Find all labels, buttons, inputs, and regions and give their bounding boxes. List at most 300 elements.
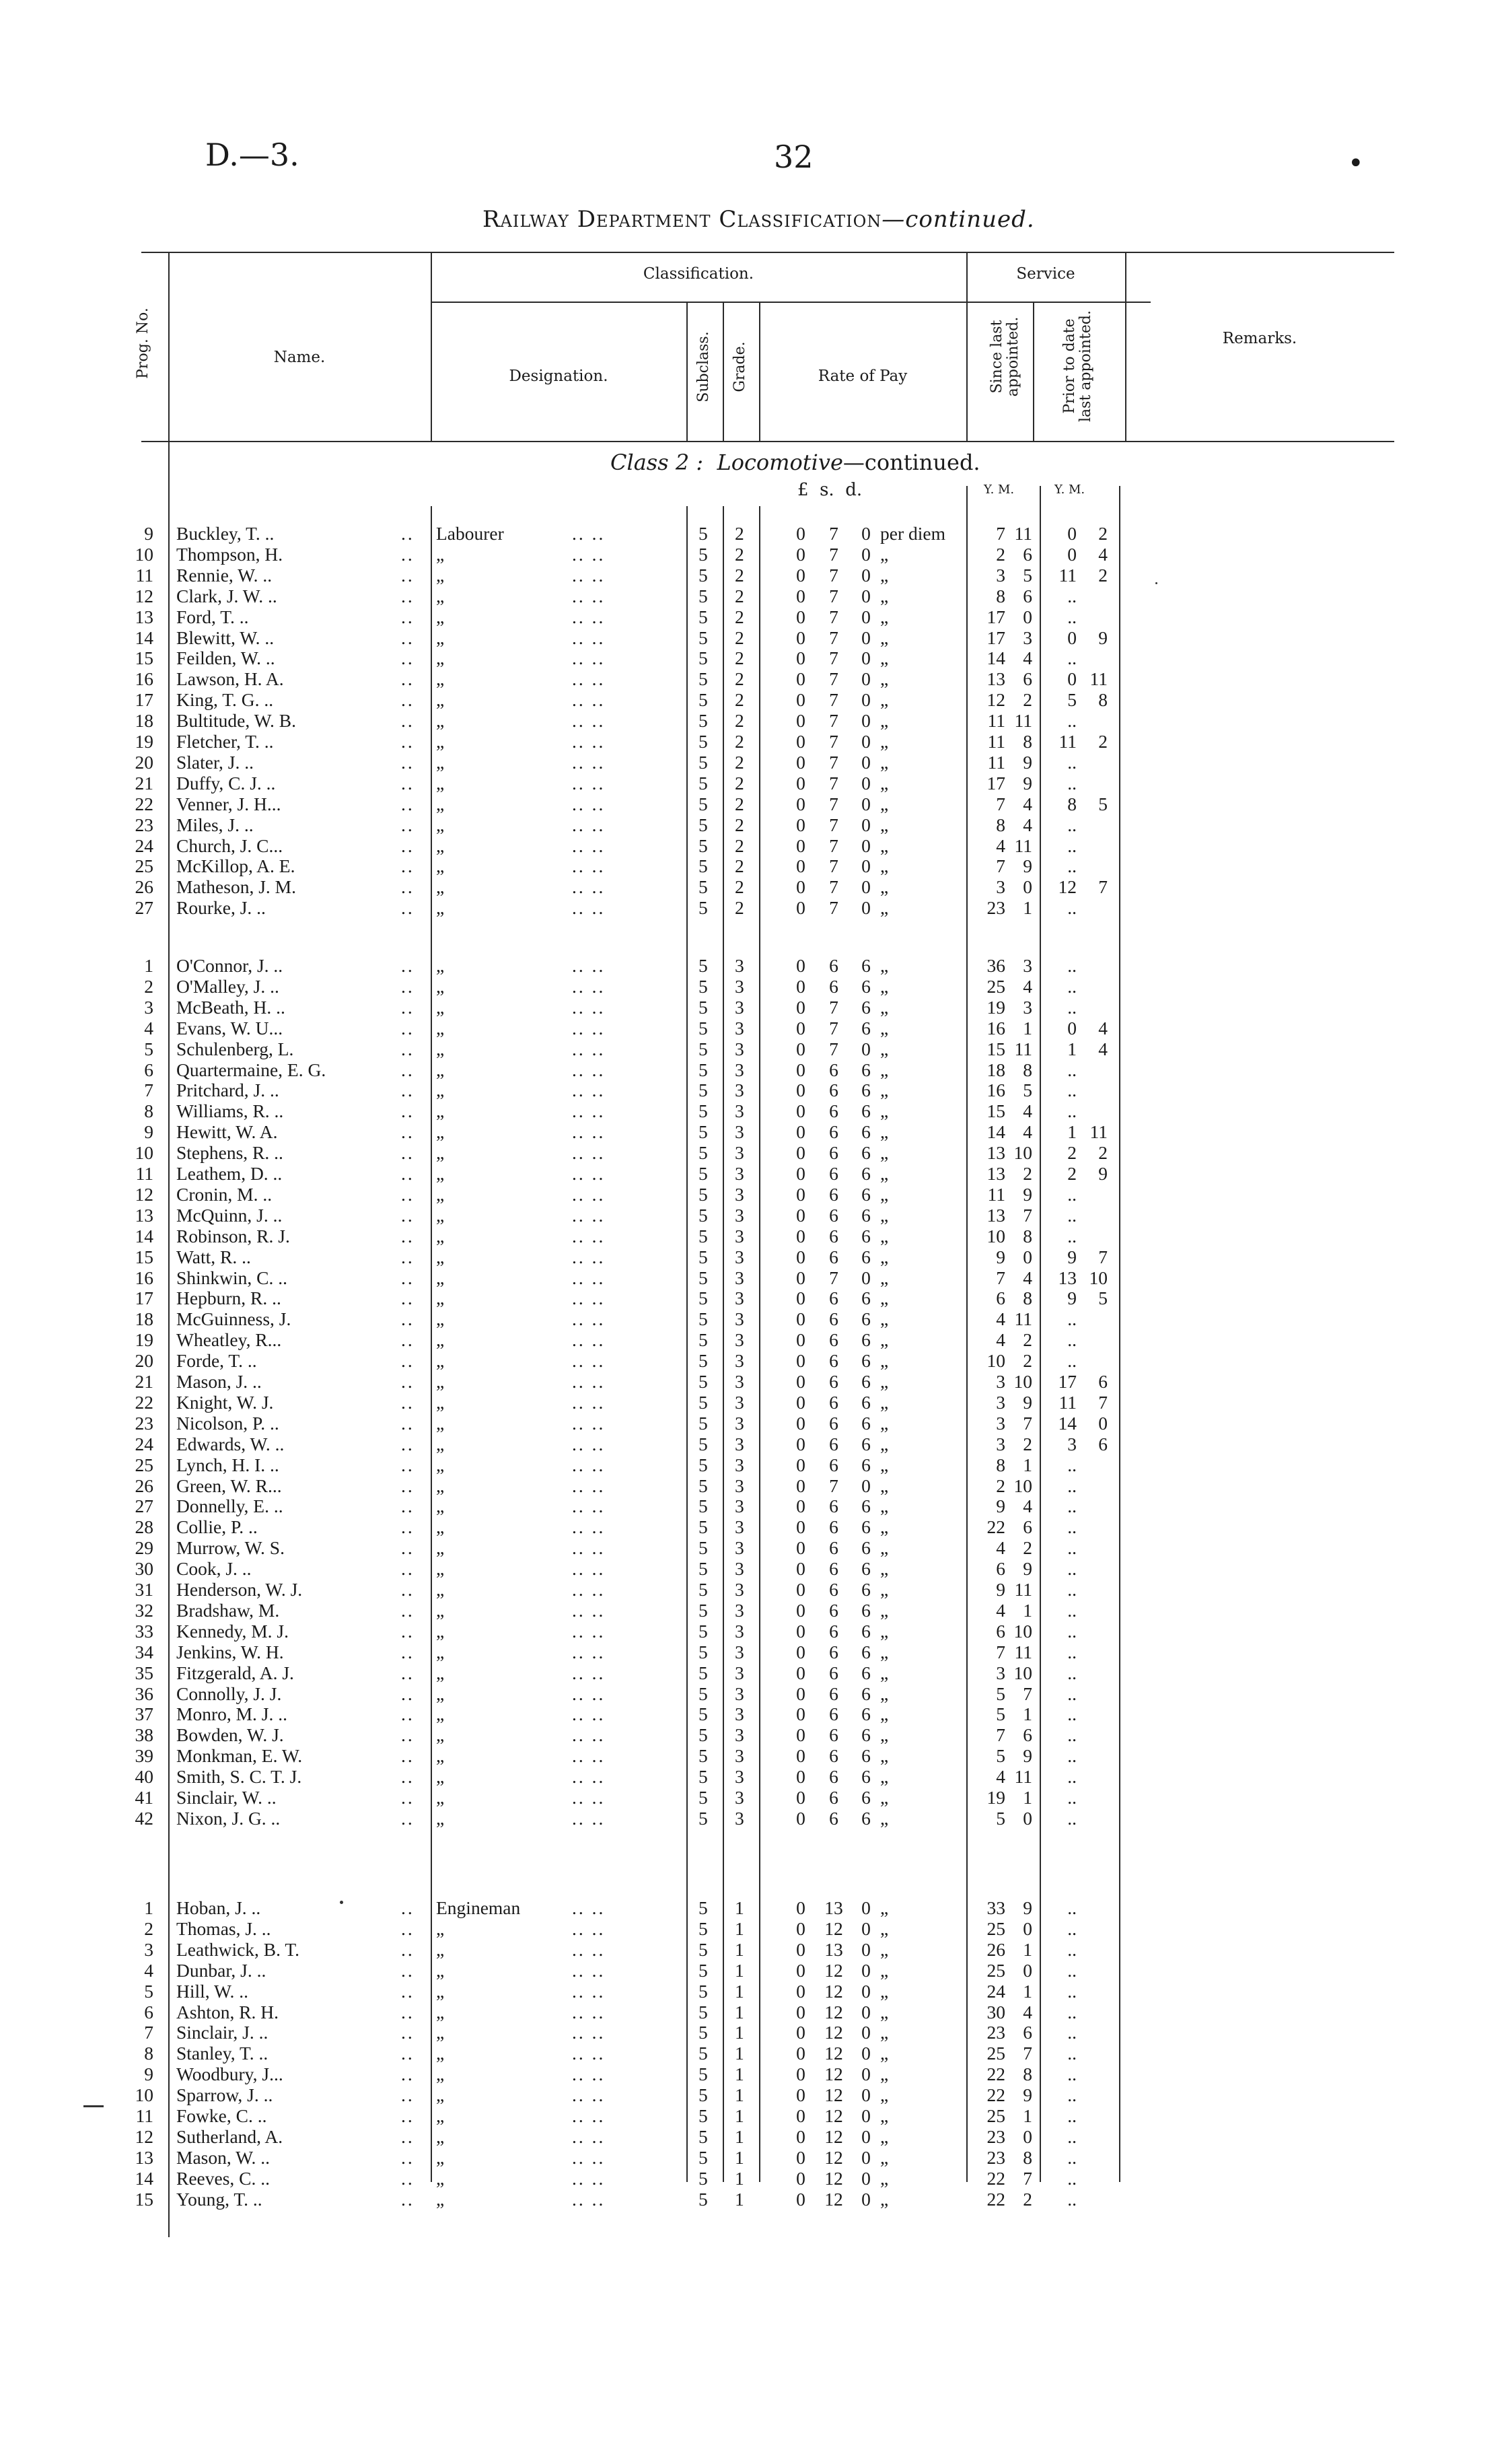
designation: „: [436, 689, 445, 711]
rate-shillings: 6: [829, 955, 838, 976]
prior-months: 5: [1098, 793, 1108, 814]
designation-leader: .. ..: [572, 751, 606, 773]
col-header-designation: Designation.: [509, 367, 608, 385]
prior-years: ..: [1067, 2064, 1077, 2085]
col-header-grade: Grade.: [731, 341, 748, 392]
since-years: 14: [986, 647, 1005, 669]
table-row: [0, 1898, 1510, 1918]
prior-months: 8: [1098, 689, 1108, 711]
designation-leader: .. ..: [572, 1683, 606, 1704]
prior-years: ..: [1067, 1787, 1077, 1808]
designation-leader: .. ..: [572, 1641, 606, 1662]
name-leader: ..: [401, 1225, 415, 1246]
rate-period: „: [880, 1329, 889, 1351]
prior-months: 7: [1098, 876, 1108, 898]
subclass: 5: [698, 1225, 708, 1246]
rate-period: „: [880, 955, 889, 976]
table-row: [0, 1205, 1510, 1226]
table-row: [0, 1808, 1510, 1829]
designation-leader: .. ..: [572, 1959, 606, 1981]
rate-period: „: [880, 1183, 889, 1205]
designation-leader: .. ..: [572, 1620, 606, 1642]
table-row: [0, 2106, 1510, 2126]
prior-years: ..: [1067, 1183, 1077, 1205]
prog-no: 13: [135, 606, 153, 627]
prior-years: 0: [1067, 523, 1077, 544]
subclass: 5: [698, 543, 708, 565]
name-leader: ..: [401, 585, 415, 606]
rate-pence: 0: [861, 2146, 871, 2168]
name-leader: ..: [401, 668, 415, 690]
employee-name: Edwards, W. ..: [176, 1433, 285, 1454]
since-months: 0: [1023, 606, 1032, 627]
prog-no: 11: [135, 1163, 153, 1184]
rate-shillings: 6: [829, 975, 838, 997]
name-leader: ..: [401, 1516, 415, 1538]
prog-no: 10: [135, 2084, 153, 2106]
rate-pence: 6: [861, 1599, 871, 1621]
rate-period: „: [880, 2105, 889, 2126]
rate-pounds: 0: [796, 814, 805, 835]
grade: 2: [735, 772, 744, 794]
subclass: 5: [698, 1038, 708, 1059]
rate-period: „: [880, 1724, 889, 1746]
prior-years: 5: [1067, 689, 1077, 711]
designation-leader: .. ..: [572, 1475, 606, 1496]
prior-years: 1: [1067, 1121, 1077, 1143]
since-years: 25: [986, 1959, 1005, 1981]
prior-years: 9: [1067, 1288, 1077, 1309]
subclass: 5: [698, 2022, 708, 2043]
prog-no: 9: [144, 1121, 153, 1143]
designation-leader: .. ..: [572, 1980, 606, 2002]
table-row: [0, 2169, 1510, 2189]
name-leader: ..: [401, 897, 415, 919]
employee-name: Collie, P. ..: [176, 1516, 258, 1538]
rate-pence: 0: [861, 585, 871, 606]
prior-years: ..: [1067, 1766, 1077, 1788]
subclass: 5: [698, 751, 708, 773]
rate-pounds: 0: [796, 876, 805, 898]
table-row: [0, 1642, 1510, 1662]
table-row: [0, 1143, 1510, 1163]
subclass: 5: [698, 1142, 708, 1164]
designation-leader: .. ..: [572, 1724, 606, 1746]
designation: „: [436, 1017, 445, 1039]
employee-name: Fitzgerald, A. J.: [176, 1662, 294, 1683]
rate-pounds: 0: [796, 1121, 805, 1143]
prog-no: 13: [135, 1204, 153, 1226]
since-months: 0: [1023, 1917, 1032, 1939]
rate-pence: 0: [861, 1980, 871, 2002]
table-row: [0, 2043, 1510, 2064]
name-leader: ..: [401, 855, 415, 877]
prior-years: ..: [1067, 1558, 1077, 1580]
rate-pence: 6: [861, 1558, 871, 1580]
since-months: 8: [1023, 1059, 1032, 1080]
since-months: 4: [1023, 647, 1032, 669]
prior-years: 17: [1058, 1371, 1077, 1392]
prog-no: 11: [135, 2105, 153, 2126]
rate-period: „: [880, 1917, 889, 1939]
designation: „: [436, 1766, 445, 1788]
prior-years: ..: [1067, 751, 1077, 773]
grade: 1: [735, 1917, 744, 1939]
prior-years: ..: [1067, 1959, 1077, 1981]
designation-leader: .. ..: [572, 1807, 606, 1829]
since-months: 0: [1023, 1246, 1032, 1267]
since-years: 10: [986, 1350, 1005, 1372]
rate-period: „: [880, 2084, 889, 2106]
rate-pence: 0: [861, 689, 871, 711]
designation-leader: .. ..: [572, 564, 606, 586]
designation: „: [436, 710, 445, 732]
designation: „: [436, 627, 445, 648]
subclass: 5: [698, 523, 708, 544]
prior-years: ..: [1067, 1100, 1077, 1122]
table-row: [0, 544, 1510, 565]
designation-leader: .. ..: [572, 2084, 606, 2106]
rate-shillings: 7: [829, 564, 838, 586]
rate-pounds: 0: [796, 955, 805, 976]
rate-pounds: 0: [796, 1183, 805, 1205]
since-months: 10: [1013, 1620, 1032, 1642]
prior-years: ..: [1067, 710, 1077, 732]
rate-pence: 6: [861, 1121, 871, 1143]
designation-leader: .. ..: [572, 1599, 606, 1621]
grade: 1: [735, 2188, 744, 2210]
designation-leader: .. ..: [572, 897, 606, 919]
employee-name: Smith, S. C. T. J.: [176, 1766, 302, 1788]
since-years: 11: [987, 1183, 1005, 1205]
rate-pounds: 0: [796, 2043, 805, 2064]
grade: 2: [735, 627, 744, 648]
designation: „: [436, 1100, 445, 1122]
grade: 3: [735, 1454, 744, 1475]
prior-months: 9: [1098, 1163, 1108, 1184]
prog-no: 30: [135, 1558, 153, 1580]
rate-pounds: 0: [796, 2146, 805, 2168]
employee-name: Thomas, J. ..: [176, 1917, 271, 1939]
prior-years: 2: [1067, 1142, 1077, 1164]
subclass: 5: [698, 1959, 708, 1981]
employee-name: Pritchard, J. ..: [176, 1080, 279, 1101]
employee-name: Robinson, R. J.: [176, 1225, 290, 1246]
table-row: [0, 1226, 1510, 1246]
col-header-subclass: Subclass.: [695, 331, 712, 402]
prior-years: 0: [1067, 543, 1077, 565]
rate-pence: 0: [861, 647, 871, 669]
designation: „: [436, 1246, 445, 1267]
designation-leader: .. ..: [572, 1558, 606, 1580]
since-years: 22: [986, 2084, 1005, 2106]
grade: 2: [735, 897, 744, 919]
rate-period: „: [880, 2167, 889, 2189]
rate-pence: 0: [861, 2064, 871, 2085]
table-row: [0, 1663, 1510, 1683]
subclass: 5: [698, 1897, 708, 1918]
prior-months: 11: [1089, 1121, 1108, 1143]
table-row: [0, 997, 1510, 1018]
name-leader: ..: [401, 1537, 415, 1559]
subclass: 5: [698, 1683, 708, 1704]
designation-leader: .. ..: [572, 2146, 606, 2168]
rate-period: „: [880, 1391, 889, 1413]
employee-name: Green, W. R...: [176, 1475, 282, 1496]
employee-name: Jenkins, W. H.: [176, 1641, 284, 1662]
rate-shillings: 6: [829, 1183, 838, 1205]
name-leader: ..: [401, 1100, 415, 1122]
rate-shillings: 6: [829, 1495, 838, 1517]
rate-period: „: [880, 2043, 889, 2064]
employee-name: Venner, J. H...: [176, 793, 281, 814]
since-months: 9: [1023, 1558, 1032, 1580]
prior-years: 11: [1058, 564, 1077, 586]
rate-pounds: 0: [796, 1897, 805, 1918]
grade: 3: [735, 1288, 744, 1309]
employee-name: Mason, W. ..: [176, 2146, 271, 2168]
designation-leader: .. ..: [572, 835, 606, 856]
prior-years: ..: [1067, 1917, 1077, 1939]
designation: „: [436, 1350, 445, 1372]
table-row: [0, 648, 1510, 668]
since-months: 4: [1023, 1267, 1032, 1288]
rate-pounds: 0: [796, 1807, 805, 1829]
rate-pence: 6: [861, 1745, 871, 1767]
subclass: 5: [698, 627, 708, 648]
designation-leader: .. ..: [572, 668, 606, 690]
designation: „: [436, 1288, 445, 1309]
prog-no: 40: [135, 1766, 153, 1788]
employee-name: Wheatley, R...: [176, 1329, 282, 1351]
rate-shillings: 6: [829, 1412, 838, 1434]
rate-pence: 0: [861, 1897, 871, 1918]
rate-pounds: 0: [796, 564, 805, 586]
employee-name: Hill, W. ..: [176, 1980, 248, 2002]
prior-years: ..: [1067, 1204, 1077, 1226]
page-title-suffix: —continued.: [882, 206, 1035, 233]
rate-period: „: [880, 1641, 889, 1662]
subclass: 5: [698, 2064, 708, 2085]
grade: 1: [735, 1959, 744, 1981]
designation: „: [436, 543, 445, 565]
print-dot: [1155, 582, 1157, 584]
table-row: [0, 732, 1510, 752]
table-row: [0, 1434, 1510, 1454]
subclass: 5: [698, 731, 708, 752]
prior-years: ..: [1067, 814, 1077, 835]
designation: „: [436, 1703, 445, 1725]
designation: „: [436, 1412, 445, 1434]
rate-period: „: [880, 1454, 889, 1475]
employee-name: Fletcher, T. ..: [176, 731, 274, 752]
subclass: 5: [698, 1246, 708, 1267]
grade: 3: [735, 1475, 744, 1496]
employee-name: Hepburn, R. ..: [176, 1288, 281, 1309]
name-leader: ..: [401, 1183, 415, 1205]
page-title: [482, 206, 1035, 233]
name-leader: ..: [401, 1433, 415, 1454]
prior-years: ..: [1067, 835, 1077, 856]
designation-leader: .. ..: [572, 543, 606, 565]
prog-no: 3: [144, 996, 153, 1018]
rate-shillings: 6: [829, 1454, 838, 1475]
table-row: [0, 1476, 1510, 1496]
prior-years: 11: [1058, 1391, 1077, 1413]
designation: „: [436, 2064, 445, 2085]
since-years: 5: [996, 1745, 1005, 1767]
name-leader: ..: [401, 2105, 415, 2126]
grade: 3: [735, 1121, 744, 1143]
rate-pence: 6: [861, 955, 871, 976]
since-months: 11: [1014, 835, 1032, 856]
prior-years: 9: [1067, 1246, 1077, 1267]
table-row: [0, 1961, 1510, 1981]
prior-years: ..: [1067, 2022, 1077, 2043]
prior-years: ..: [1067, 1454, 1077, 1475]
employee-name: Donnelly, E. ..: [176, 1495, 283, 1517]
name-leader: ..: [401, 523, 415, 544]
col-header-prior-to-date: Prior to date last appointed.: [1061, 310, 1094, 422]
grade: 3: [735, 1225, 744, 1246]
since-years: 10: [986, 1225, 1005, 1246]
table-row: [0, 1330, 1510, 1350]
rate-period: „: [880, 647, 889, 669]
since-months: 9: [1023, 1391, 1032, 1413]
since-months: 4: [1023, 793, 1032, 814]
rate-period: „: [880, 1558, 889, 1580]
subclass: 5: [698, 1724, 708, 1746]
subclass: 5: [698, 835, 708, 856]
rate-pence: 0: [861, 2105, 871, 2126]
rate-shillings: 6: [829, 1433, 838, 1454]
table-row: [0, 877, 1510, 897]
grade: 2: [735, 855, 744, 877]
table-row: [0, 1496, 1510, 1516]
rate-pence: 6: [861, 1412, 871, 1434]
name-leader: ..: [401, 1620, 415, 1642]
designation: „: [436, 1454, 445, 1475]
since-months: 0: [1023, 2125, 1032, 2147]
name-leader: ..: [401, 1308, 415, 1330]
grade: 3: [735, 1412, 744, 1434]
subclass: 5: [698, 1787, 708, 1808]
designation-leader: .. ..: [572, 1766, 606, 1788]
table-row: [0, 565, 1510, 586]
table-row: [0, 815, 1510, 835]
prog-no: 26: [135, 876, 153, 898]
since-years: 7: [996, 855, 1005, 877]
subclass: 5: [698, 1183, 708, 1205]
rate-period: „: [880, 1579, 889, 1600]
subclass: 5: [698, 1516, 708, 1538]
rate-pounds: 0: [796, 996, 805, 1018]
designation-leader: .. ..: [572, 975, 606, 997]
employee-name: Leathwick, B. T.: [176, 1938, 300, 1960]
designation-leader: .. ..: [572, 1017, 606, 1039]
rate-period: „: [880, 1620, 889, 1642]
rate-period: per diem: [880, 523, 945, 544]
rate-pounds: 0: [796, 606, 805, 627]
name-leader: ..: [401, 1579, 415, 1600]
since-years: 19: [986, 996, 1005, 1018]
subclass: 5: [698, 996, 708, 1018]
prog-no: 3: [144, 1938, 153, 1960]
grade: 3: [735, 1433, 744, 1454]
subclass: 5: [698, 1163, 708, 1184]
designation-leader: .. ..: [572, 1142, 606, 1164]
rate-pounds: 0: [796, 1350, 805, 1372]
grade: 3: [735, 1267, 744, 1288]
designation: „: [436, 1745, 445, 1767]
prog-no: 1: [144, 1897, 153, 1918]
rate-pounds: 0: [796, 1100, 805, 1122]
since-months: 1: [1023, 1980, 1032, 2002]
grade: 3: [735, 1662, 744, 1683]
since-months: 9: [1023, 2084, 1032, 2106]
rate-shillings: 7: [829, 647, 838, 669]
name-leader: ..: [401, 689, 415, 711]
prog-no: 27: [135, 897, 153, 919]
subclass: 5: [698, 1599, 708, 1621]
rate-pence: 6: [861, 1807, 871, 1829]
table-row: [0, 1413, 1510, 1434]
prior-years: ..: [1067, 585, 1077, 606]
rate-pounds: 0: [796, 2167, 805, 2189]
designation-leader: .. ..: [572, 1080, 606, 1101]
rate-period: „: [880, 1938, 889, 1960]
designation: „: [436, 1683, 445, 1704]
prog-no: 12: [135, 585, 153, 606]
rate-period: „: [880, 689, 889, 711]
rate-pounds: 0: [796, 585, 805, 606]
name-leader: ..: [401, 835, 415, 856]
grade: 1: [735, 1897, 744, 1918]
designation: „: [436, 1433, 445, 1454]
since-years: 7: [996, 1724, 1005, 1746]
designation-leader: .. ..: [572, 647, 606, 669]
grade: 3: [735, 1724, 744, 1746]
employee-name: Feilden, W. ..: [176, 647, 275, 669]
name-leader: ..: [401, 647, 415, 669]
rate-period: „: [880, 1683, 889, 1704]
rate-period: „: [880, 1807, 889, 1829]
name-leader: ..: [401, 2146, 415, 2168]
rate-shillings: 6: [829, 1745, 838, 1767]
name-leader: ..: [401, 1412, 415, 1434]
subclass: 5: [698, 1308, 708, 1330]
rule-v-since: [1033, 302, 1034, 442]
employee-name: Henderson, W. J.: [176, 1579, 303, 1600]
since-months: 1: [1023, 1454, 1032, 1475]
designation: „: [436, 2043, 445, 2064]
prog-no: 10: [135, 1142, 153, 1164]
rate-period: „: [880, 814, 889, 835]
employee-name: Bradshaw, M.: [176, 1599, 280, 1621]
rate-pence: 6: [861, 1371, 871, 1392]
name-leader: ..: [401, 772, 415, 794]
table-row: [0, 1122, 1510, 1142]
designation-leader: .. ..: [572, 2022, 606, 2043]
prog-no: 1: [144, 955, 153, 976]
since-months: 8: [1023, 2064, 1032, 2085]
grade: 1: [735, 2105, 744, 2126]
name-leader: ..: [401, 2043, 415, 2064]
table-row: [0, 2085, 1510, 2105]
employee-name: Miles, J. ..: [176, 814, 254, 835]
table-row: [0, 1788, 1510, 1808]
designation: „: [436, 1537, 445, 1559]
